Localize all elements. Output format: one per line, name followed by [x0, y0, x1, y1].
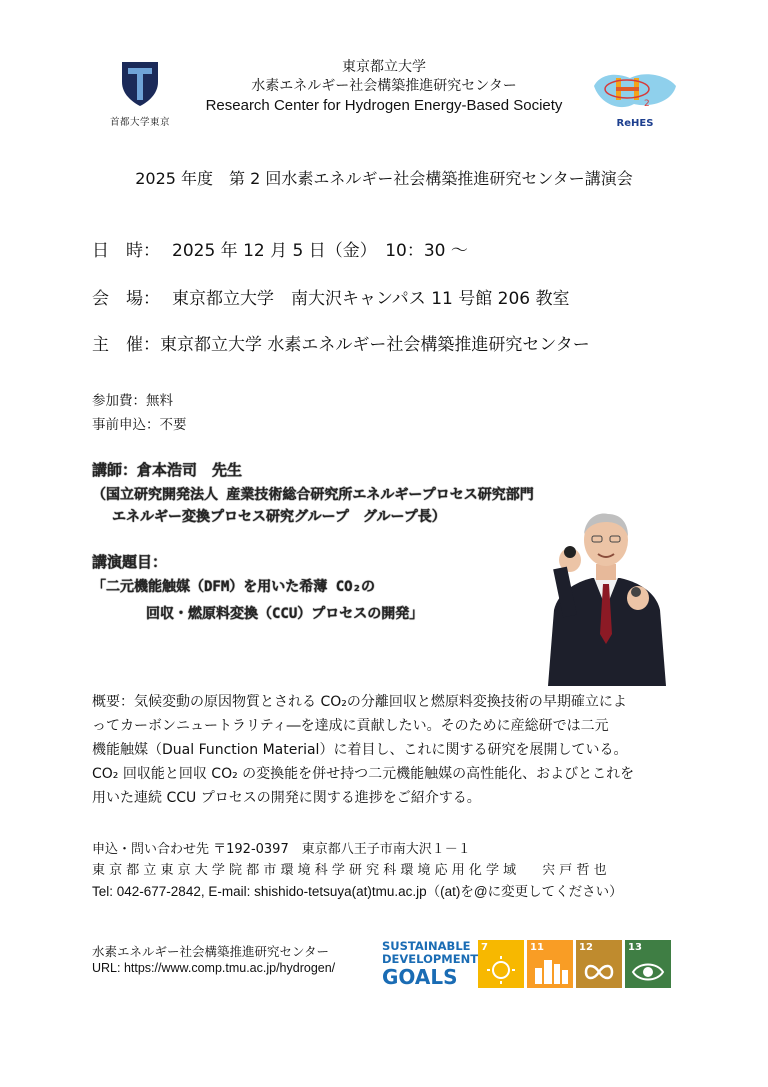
venue-row: [92, 284, 570, 309]
host-row: [92, 330, 590, 355]
lecturer-photo: [540, 506, 672, 686]
venue-value: 東京都立大学 南大沢キャンパス 11 号館 206 教室: [172, 289, 570, 309]
fee-text: 参加費：無料: [92, 393, 173, 409]
rehes-logo-text: ReHES: [616, 118, 654, 129]
sdg-tile-12: [576, 940, 622, 988]
sdg-tile-7: [478, 940, 524, 988]
contact-address: 申込・問い合わせ先 〒192-0397 東京都八王子市南大沢１－１: [92, 842, 471, 857]
summary-line-3: 機能触媒（Dual Function Material）に着目し、これに関する研究を展開している。: [92, 742, 628, 758]
contact-tel-email: Tel: 042-677-2842, E-mail: shishido-tetsuya(at)tmu.ac.jp（(at)を@に変更してください）: [92, 884, 623, 899]
lecturer-affiliation-1: （国立研究開発法人 産業技術総合研究所エネルギープロセス研究部門: [92, 487, 534, 503]
summary-block: [92, 690, 692, 810]
footer-org: 水素エネルギー社会構築推進研究センター: [92, 944, 330, 959]
talk-title-2: 回収・燃原料変換（CCU）プロセスの開発」: [146, 606, 424, 622]
header-center-jp: 水素エネルギー社会構築推進研究センター: [251, 78, 517, 94]
talk-title-1: 「二元機能触媒（DFM）を用いた希薄 CO₂の: [92, 579, 375, 595]
date-value: 2025 年 12 月 5 日（金） 10：30 〜: [172, 241, 468, 261]
sdg-tile-11: [527, 940, 573, 988]
sdgs-sustainable: SUSTAINABLE: [382, 939, 471, 953]
date-row: [92, 236, 468, 261]
header-center-en: Research Center for Hydrogen Energy-Based Society: [205, 97, 563, 114]
contact-department: 東 京 都 立 東 京 大 学 院 都 市 環 境 科 学 研 究 科 環 境 応 用 化 学 域 宍 戸 哲 也: [92, 863, 607, 878]
sdgs-development: DEVELOPMENT: [382, 952, 479, 966]
talk-heading: 講演題目：: [92, 553, 168, 571]
venue-label: 会 場：: [92, 289, 160, 309]
registration-text: 事前申込：不要: [92, 417, 187, 433]
summary-line-4: CO₂ 回収能と回収 CO₂ の変換能を併せ持つ二元機能触媒の高性能化、およびとこれを: [92, 766, 635, 782]
summary-line-2: ってカーボンニュートラリティ―を達成に貢献したい。そのために産総研では二元: [92, 718, 609, 734]
header-university: 東京都立大学: [342, 59, 426, 75]
host-label: 主 催：: [92, 335, 160, 355]
tmu-logo-text: 首都大学東京: [109, 117, 170, 128]
summary-line-5: 用いた連続 CCU プロセスの開発に関する進捗をご紹介する。: [92, 790, 481, 806]
sdg-number: 7: [481, 942, 488, 953]
date-label: 日 時：: [92, 241, 160, 261]
svg-text:2: 2: [644, 99, 650, 109]
sdg-number: 11: [530, 942, 544, 953]
sdgs-goals: GOALS: [382, 965, 458, 989]
host-value: 東京都立大学 水素エネルギー社会構築推進研究センター: [160, 335, 590, 355]
sdgs-logo: [382, 939, 479, 990]
footer-url[interactable]: URL: https://www.comp.tmu.ac.jp/hydrogen/: [92, 961, 336, 975]
lecturer-affiliation-2: エネルギー変換プロセス研究グループ グループ長）: [112, 509, 446, 525]
sdg-number: 13: [628, 942, 642, 953]
sdg-tile-13: [625, 940, 671, 988]
page-title: 2025 年度 第 2 回水素エネルギー社会構築推進研究センター講演会: [135, 169, 633, 188]
lecturer-name: 講師：倉本浩司 先生: [92, 461, 243, 479]
sdg-number: 12: [579, 942, 593, 953]
summary-line-1: 概要：気候変動の原因物質とされる CO₂の分離回収と燃原料変換技術の早期確立によ: [92, 694, 627, 710]
